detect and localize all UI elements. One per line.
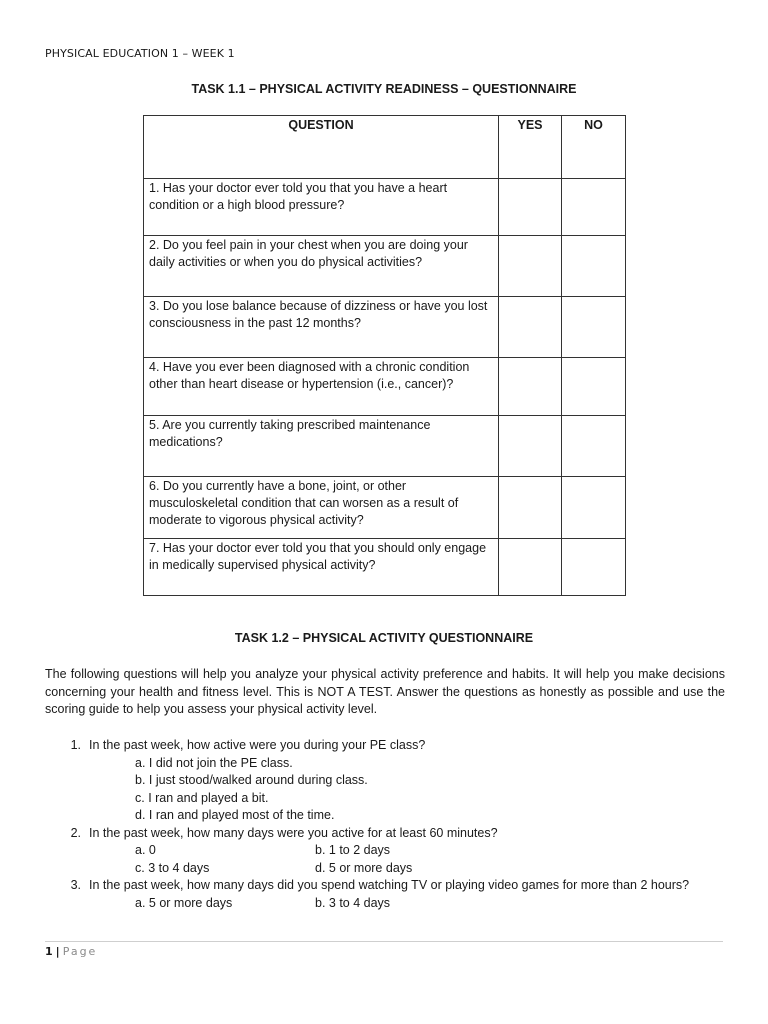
page-number: 1: [45, 945, 53, 958]
question-number: 1.: [70, 738, 81, 752]
question-cell: 4. Have you ever been diagnosed with a chronic condition other than heart disease or hypertension (i.e., cancer)?: [144, 358, 499, 416]
yes-answer-cell[interactable]: [499, 179, 562, 236]
no-answer-cell[interactable]: [562, 236, 626, 297]
column-header-question: QUESTION: [144, 116, 499, 179]
question-text: In the past week, how many days were you active for at least 60 minutes?: [89, 825, 498, 840]
readiness-questionnaire-table: [143, 115, 626, 596]
list-item: [45, 737, 735, 755]
answer-option[interactable]: c. 3 to 4 days: [135, 860, 210, 875]
document-header: PHYSICAL EDUCATION 1 – WEEK 1: [45, 47, 235, 60]
yes-answer-cell[interactable]: [499, 539, 562, 596]
yes-answer-cell[interactable]: [499, 358, 562, 416]
yes-answer-cell[interactable]: [499, 416, 562, 477]
answer-option[interactable]: c. I ran and played a bit.: [135, 790, 269, 805]
table-row: [144, 539, 626, 596]
answer-option[interactable]: b. 3 to 4 days: [315, 895, 391, 910]
no-answer-cell[interactable]: [562, 477, 626, 539]
footer-divider: [45, 941, 723, 942]
table-row: [144, 179, 626, 236]
page-footer: [45, 945, 97, 958]
question-cell: 5. Are you currently taking prescribed maintenance medications?: [144, 416, 499, 477]
task-1-2-title: TASK 1.2 – PHYSICAL ACTIVITY QUESTIONNAIRE: [234, 631, 534, 645]
answer-option[interactable]: a. 5 or more days: [135, 895, 233, 910]
question-number: 3.: [70, 878, 81, 892]
answer-option[interactable]: d. 5 or more days: [315, 860, 413, 875]
question-cell: 2. Do you feel pain in your chest when you are doing your daily activities or when you do physical activities?: [144, 236, 499, 297]
table-header-row: [144, 116, 626, 179]
table-row: [144, 236, 626, 297]
question-cell: 3. Do you lose balance because of dizziness or have you lost consciousness in the past 12 months?: [144, 297, 499, 358]
question-cell: 6. Do you currently have a bone, joint, or other musculoskeletal condition that can worsen as a result of moderate to vigorous physical activity?: [144, 477, 499, 539]
intro-paragraph: The following questions will help you analyze your physical activity preference and habits. It will help you make decisions concerning your health and fitness level. This is NOT A TEST. Answer the questions as honestly as possible and use the scoring guide to help you assess your physical activity level.: [45, 667, 725, 716]
answer-option[interactable]: d. I ran and played most of the time.: [135, 808, 335, 822]
table-row: [144, 358, 626, 416]
question-text: In the past week, how active were you during your PE class?: [89, 738, 426, 752]
no-answer-cell[interactable]: [562, 358, 626, 416]
footer-separator: |: [55, 945, 60, 958]
yes-answer-cell[interactable]: [499, 297, 562, 358]
activity-question-list: [45, 737, 735, 912]
answer-option[interactable]: a. I did not join the PE class.: [135, 755, 293, 770]
yes-answer-cell[interactable]: [499, 477, 562, 539]
column-header-no: NO: [562, 116, 626, 179]
task-1-1-title: TASK 1.1 – PHYSICAL ACTIVITY READINESS – QUESTIONNAIRE: [191, 82, 577, 96]
no-answer-cell[interactable]: [562, 539, 626, 596]
yes-answer-cell[interactable]: [499, 236, 562, 297]
page-word: Page: [62, 945, 98, 958]
column-header-yes: YES: [499, 116, 562, 179]
no-answer-cell[interactable]: [562, 179, 626, 236]
answer-option-row: [45, 860, 735, 878]
answer-option-row: [45, 895, 735, 913]
table-row: [144, 416, 626, 477]
question-text: In the past week, how many days did you spend watching TV or playing video games for more than 2 hours?: [89, 878, 690, 892]
answer-option[interactable]: b. I just stood/walked around during class.: [135, 773, 368, 787]
no-answer-cell[interactable]: [562, 416, 626, 477]
question-cell: 7. Has your doctor ever told you that you should only engage in medically supervised physical activity?: [144, 539, 499, 596]
question-cell: 1. Has your doctor ever told you that you have a heart condition or a high blood pressure?: [144, 179, 499, 236]
table-row: [144, 477, 626, 539]
answer-option-row: [45, 842, 735, 860]
table-row: [144, 297, 626, 358]
question-number: 2.: [70, 825, 81, 840]
answer-option[interactable]: a. 0: [135, 843, 156, 857]
list-item: [45, 825, 735, 843]
no-answer-cell[interactable]: [562, 297, 626, 358]
list-item: [45, 877, 735, 895]
answer-option[interactable]: b. 1 to 2 days: [315, 843, 391, 857]
